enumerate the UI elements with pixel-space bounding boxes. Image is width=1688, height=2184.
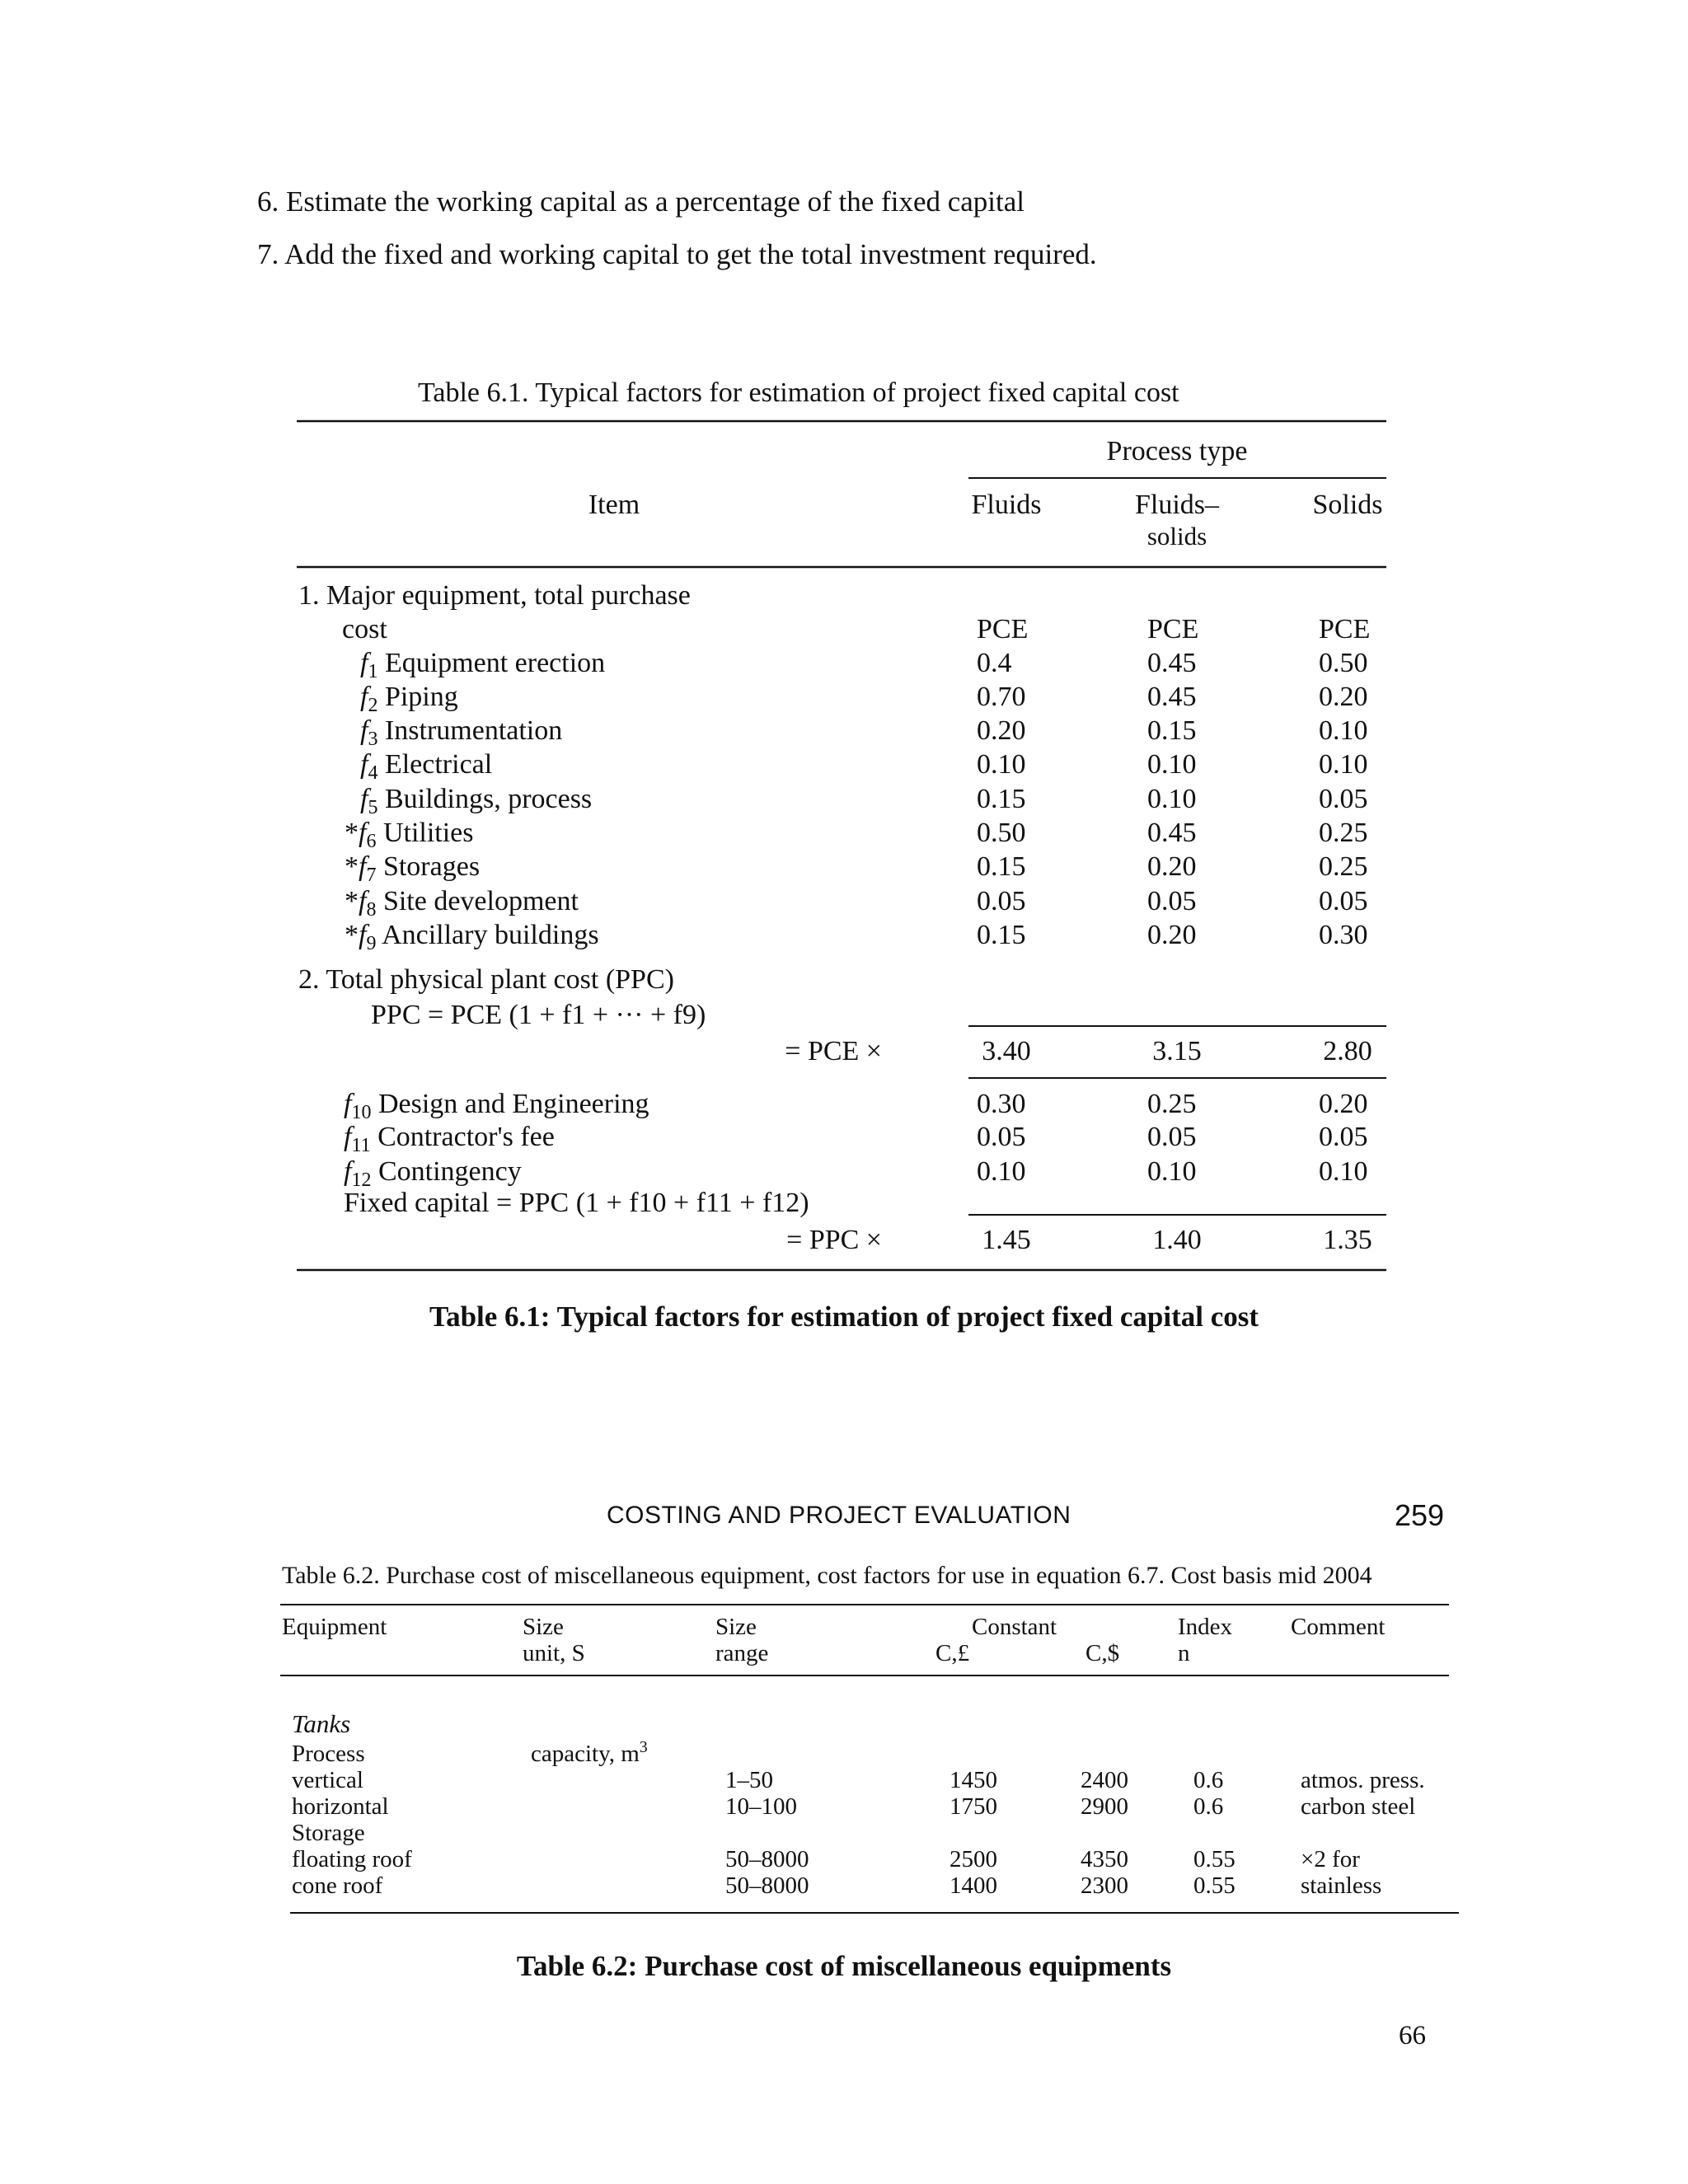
index-cell: 0.6	[1193, 1793, 1224, 1820]
value-cell: 0.05	[1147, 886, 1197, 916]
equipment-cell: horizontal	[292, 1793, 389, 1820]
range-cell: 50–8000	[725, 1846, 809, 1872]
equipment-cell: cone roof	[292, 1872, 383, 1899]
header-solids: Solids	[1312, 490, 1383, 520]
value-cell: 0.15	[977, 784, 1026, 814]
header-size-range: Size	[715, 1614, 757, 1640]
header-comment: Comment	[1291, 1614, 1386, 1640]
comment-cell: carbon steel	[1301, 1793, 1416, 1820]
value-cell: 0.05	[977, 1122, 1026, 1152]
row-label: $*f_8$ Site development	[345, 886, 579, 921]
value-cell: 0.45	[1147, 648, 1197, 678]
row-label: $f_{10}$ Design and Engineering	[344, 1089, 649, 1123]
table2-header	[282, 1614, 1385, 1666]
table2-caption: Table 6.2: Purchase cost of miscellaneous equipments	[516, 1950, 1172, 1982]
value-cell: 0.25	[1319, 851, 1368, 882]
value-cell: 0.70	[977, 682, 1026, 712]
value-cell: 0.15	[977, 851, 1026, 882]
cost-gbp-cell: 1450	[950, 1767, 997, 1793]
value-cell: 0.10	[1319, 749, 1368, 780]
row-label: 1. Major equipment, total purchase	[298, 580, 691, 611]
intro-line-7: 7. Add the fixed and working capital to get the total investment required.	[257, 238, 1097, 270]
index-cell: 0.55	[1193, 1872, 1236, 1899]
value-cell: 0.45	[1147, 682, 1197, 712]
unit-cell: capacity, $m^3$	[531, 1738, 648, 1767]
cost-usd-cell: 2300	[1081, 1872, 1128, 1899]
value-cell: 0.10	[977, 749, 1026, 780]
table2-title: Table 6.2. Purchase cost of miscellaneous equipment, cost factors for use in equation 6.7. Cost basis mid 2004	[282, 1562, 1372, 1589]
row-label: $f_2$ Piping	[360, 682, 458, 716]
value-cell: 0.20	[977, 715, 1026, 746]
cost-gbp-cell: 1750	[950, 1793, 997, 1820]
value-cell: 0.25	[1319, 818, 1368, 848]
value-cell: 0.05	[1147, 1122, 1197, 1152]
cost-usd-cell: 2900	[1081, 1793, 1128, 1820]
ppc-multiplier: = PCE ×	[785, 1036, 882, 1066]
cost-gbp-cell: 1400	[950, 1872, 997, 1899]
value-cell: PCE	[1319, 614, 1371, 644]
value-cell: 0.05	[1319, 886, 1368, 916]
value-cell: PCE	[1147, 614, 1199, 644]
header-index-n: n	[1178, 1640, 1190, 1666]
value-cell: 0.45	[1147, 818, 1197, 848]
header-item: Item	[588, 490, 640, 520]
row-label: $f_1$ Equipment erection	[360, 648, 606, 682]
value-cell: 0.05	[1319, 784, 1368, 814]
value-cell: 0.30	[1319, 920, 1368, 950]
value-cell: 0.50	[1319, 648, 1368, 678]
range-cell: 1–50	[725, 1767, 773, 1793]
row-label: $f_4$ Electrical	[360, 749, 493, 784]
book-page-number: 259	[1395, 1498, 1445, 1532]
multiplier-cell: 3.40	[982, 1036, 1031, 1066]
table1-caption: Table 6.1: Typical factors for estimation of project fixed capital cost	[429, 1301, 1259, 1333]
page-number: 66	[1399, 2021, 1426, 2050]
multiplier-cell: 3.15	[1152, 1036, 1202, 1066]
multiplier-cell: 1.35	[1323, 1225, 1372, 1255]
header-size-unit-2: unit, S	[523, 1640, 585, 1666]
value-cell: 0.10	[1147, 784, 1197, 814]
comment-cell: atmos. press.	[1301, 1767, 1425, 1793]
equipment-cell: floating roof	[292, 1846, 412, 1872]
header-equipment: Equipment	[282, 1614, 387, 1640]
value-cell: 0.10	[1319, 715, 1368, 746]
row-label: $*f_7$ Storages	[345, 851, 481, 886]
row-label: $f_{12}$ Contingency	[344, 1156, 522, 1191]
header-fluids-solids-2: solids	[1146, 522, 1207, 551]
value-cell: 0.25	[1147, 1089, 1197, 1119]
header-constant: Constant	[972, 1614, 1057, 1640]
row-label: $f_{11}$ Contractor's fee	[344, 1122, 555, 1156]
header-size-range-2: range	[715, 1640, 769, 1666]
comment-cell: ×2 for	[1301, 1846, 1360, 1872]
equipment-cell: Process	[292, 1741, 365, 1767]
ppc-label: 2. Total physical plant cost (PPC)	[298, 964, 674, 995]
value-cell: 0.20	[1147, 920, 1197, 950]
multiplier-cell: 2.80	[1323, 1036, 1372, 1066]
value-cell: 0.15	[1147, 715, 1197, 746]
row-label: $f_5$ Buildings, process	[360, 784, 593, 818]
index-cell: 0.6	[1193, 1767, 1224, 1793]
row-label: $f_3$ Instrumentation	[360, 715, 563, 750]
value-cell: 0.20	[1319, 682, 1368, 712]
value-cell: 0.05	[977, 886, 1026, 916]
table2-body	[292, 1738, 1425, 1899]
row-label: cost	[342, 614, 387, 644]
table1-title: Table 6.1. Typical factors for estimation of project fixed capital cost	[418, 377, 1179, 408]
equipment-cell: Storage	[292, 1820, 365, 1846]
header-process-type: Process type	[1106, 436, 1248, 466]
range-cell: 10–100	[725, 1793, 797, 1820]
value-cell: 0.05	[1319, 1122, 1368, 1152]
row-label: $*f_6$ Utilities	[345, 818, 474, 852]
multiplier-cell: 1.40	[1152, 1225, 1202, 1255]
value-cell: 0.30	[977, 1089, 1026, 1119]
header-size-unit: Size	[523, 1614, 564, 1640]
header-index: Index	[1178, 1614, 1233, 1640]
value-cell: 0.20	[1147, 851, 1197, 882]
section-tanks: Tanks	[292, 1709, 351, 1738]
value-cell: PCE	[977, 614, 1029, 644]
equipment-cell: vertical	[292, 1767, 363, 1793]
fixed-capital-multiplier: = PPC ×	[786, 1225, 882, 1255]
fixed-capital-formula: Fixed capital = PPC (1 + f10 + f11 + f12)	[344, 1188, 809, 1218]
value-cell: 0.10	[1147, 749, 1197, 780]
multiplier-cell: 1.45	[982, 1225, 1031, 1255]
value-cell: 0.10	[1147, 1156, 1197, 1187]
value-cell: 0.4	[977, 648, 1012, 678]
header-fluids: Fluids	[971, 490, 1042, 520]
index-cell: 0.55	[1193, 1846, 1236, 1872]
intro-line-6: 6. Estimate the working capital as a percentage of the fixed capital	[257, 185, 1025, 218]
value-cell: 0.15	[977, 920, 1026, 950]
row-label: $*f_9$ Ancillary buildings	[345, 920, 599, 954]
value-cell: 0.50	[977, 818, 1026, 848]
running-head: COSTING AND PROJECT EVALUATION	[607, 1502, 1071, 1529]
range-cell: 50–8000	[725, 1872, 809, 1899]
cost-usd-cell: 2400	[1081, 1767, 1128, 1793]
value-cell: 0.20	[1319, 1089, 1368, 1119]
cost-usd-cell: 4350	[1081, 1846, 1128, 1872]
ppc-formula: PPC = PCE (1 + f1 + ··· + f9)	[371, 1000, 706, 1030]
value-cell: 0.10	[1319, 1156, 1368, 1187]
header-c-pound: C,£	[935, 1640, 970, 1666]
cost-gbp-cell: 2500	[950, 1846, 997, 1872]
comment-cell: stainless	[1301, 1872, 1382, 1899]
value-cell: 0.10	[977, 1156, 1026, 1187]
header-c-dollar: C,$	[1085, 1640, 1120, 1666]
header-fluids-solids: Fluids–	[1134, 490, 1220, 520]
